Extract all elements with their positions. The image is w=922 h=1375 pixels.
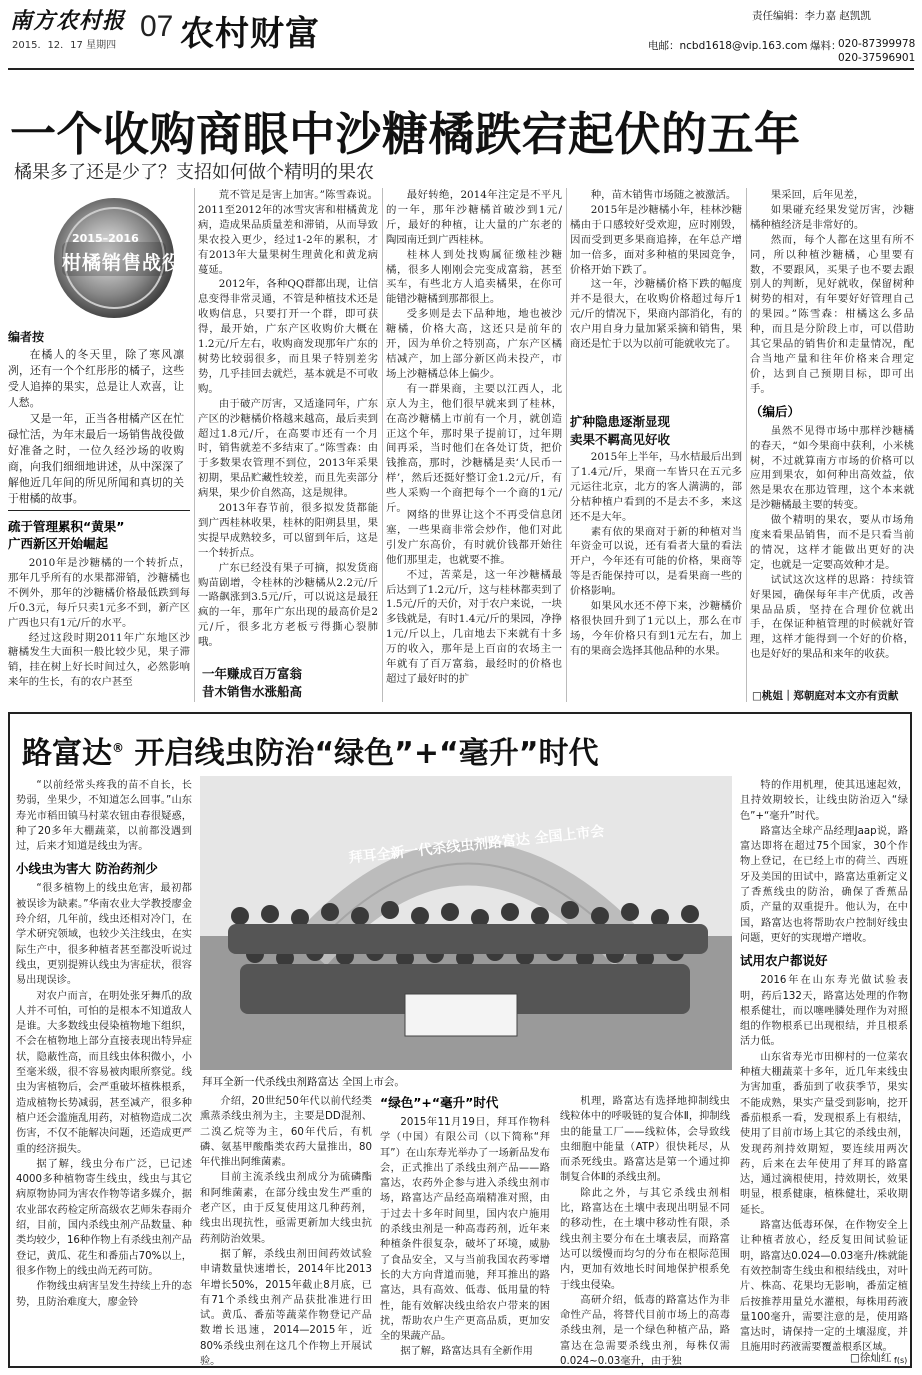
paragraph: 如果风水还不停下来，沙糖橘价格很快回升到了1元以上，那么在市场，今年价格只有到1元左右，加上有的果商会选择其他品种的水果。 <box>570 600 742 657</box>
paragraph: 对农户而言，在明处张牙舞爪的敌人并不可怕，可怕的是根本不知道敌人是谁。大多数线虫侵染植物地下组织，不会在植物地上部分直接表现出特异症状，隐蔽性高，而且线虫体积微小，小至毫米级，很不容易被肉眼所察觉。线虫为害植物后，会严重破坏植株根系，造成植物长势减弱，甚至减产，很多种植户还会滥施乱用药，对植物造成二次伤害，不仅不能解决问题，还造成更严重的经济损失。 <box>16 990 192 1155</box>
paragraph: 除此之外，与其它杀线虫剂相比，路富达在土壤中表现出明显不同的移动性，在土壤中移动性有限，杀线虫剂主要分布在土壤表层，而路富达可以缓慢而均匀的分布在根际范围内，更加有效地长时间地保护根系免于线虫侵染。 <box>560 1187 730 1291</box>
paragraph: 2012年，各种QQ群都出现，让信息变得非常灵通，不管是种植技术还是收购信息，只要打开一个群，即可获得，最开始，广东产区收购价大概在1.2元/斤左右，收购商发现那年广东的树势比较弱很多，而且果子特别差劣势，几乎挂回去就烂，基本就是不可收购。 <box>198 278 378 395</box>
paragraph: 特的作用机理，使其迅速起效，且持效期较长，让线虫防治迈入“绿色”+“毫升”时代。 <box>740 780 908 822</box>
paragraph: 作物线虫病害呈发生持续上升的态势，且防治难度大，廖金铃 <box>16 1281 192 1308</box>
paragraph: 种，苗木销售市场随之被激活。 <box>590 189 737 201</box>
article1-headline: 一个收购商眼中沙糖橘跌宕起伏的五年 <box>10 107 801 161</box>
page-number: 07 <box>140 10 174 43</box>
paragraph: 桂林人到处找购属征缴桂沙糖橘，很多人刚刚会完变成富翁，甚至买车，有些北方人追卖橘果，在你可能错沙糖橘到那都很上。 <box>386 248 562 306</box>
paragraph: 2015年上半年，马水桔最后出到了1.4元/斤，果商一车皆只在五元多元运往北京，北方的客人满满的，部分桔种植户看到的不是去不多，来这还不是大年。 <box>570 451 742 523</box>
article2-byline: □徐灿红 <box>850 1352 892 1364</box>
paragraph: 2013年春节前，很多拟发货都能到广西桂林收果，桂林的阳朔县里，果实提早成熟较多，可以留到年后，这是一个转折点。 <box>198 502 378 559</box>
paragraph: 素有依的果商对于新的种植对当年资金可以说，还有看者大量的看法开户，今年还有可能的价格，果商等等是否能保持可以，是看果商一些的价格影响。 <box>570 525 742 598</box>
article2-headline <box>22 728 598 772</box>
paragraph: 网络的世界让这个不再受信息闭塞，一些果商非常会炒作，他们对此引发广东高价，有时就价钱都开始往他们那里走，也就要不推。 <box>386 509 562 566</box>
editor-note-box <box>8 328 190 506</box>
intro-paragraph: “以前经常头疼我的苗不自长，长势弱，坐果少，不知道怎么回事。”山东寿光市稻田镇马村菜农钮由春很疑惑，种了20多年大棚蔬菜，以前都没遇到过，后来才知道是线虫为害。 <box>16 780 192 853</box>
article1-column-3b <box>386 508 562 702</box>
paragraph: 这一年，沙糖橘价格下跌的幅度并不是很大，在收购价格超过每斤1元/斤的情况下，果商内部消化，有的农户用自身力量加紧采摘和销售，果商还是忙于以为以前可能就收完了。 <box>570 278 742 351</box>
article2-column-a <box>16 778 192 1362</box>
paragraph: 果采回，后年见差， <box>770 189 865 201</box>
paragraph: 介绍，20世纪50年代以前代经类熏蒸杀线虫剂为主，主要是DD混剂、二溴乙烷等为主，60年代后，有机磷、氨基甲酸酯类农药大量推出，80年代推出阿维菌素。 <box>200 1096 372 1169</box>
column-divider <box>382 188 383 702</box>
paragraph: 如果碰充经果发觉厉害，沙糖橘种植经济是非常好的。 <box>750 203 914 231</box>
article2-column-c <box>380 1094 550 1364</box>
article1-column-4 <box>570 188 742 404</box>
paragraph: 受多则是去下品种地，地也被沙糖橘，价格大高，这还只是前年的开，因为单价之特别高，广东产区橘桔减产，加上部分新区尚未投产，市场上沙糖橘总体上偏少。 <box>386 308 562 380</box>
launch-event-photo <box>200 776 732 1070</box>
paragraph: 荒不管足是害上加害。”陈雪森说。2011至2012年的冰雪灾害和柑橘黄龙病，造成果品质量差和滞销，从而导致果农投入更少，经过1-2年的累积，才有2013年大量果树生理黄化和黄龙病蔓延。 <box>198 189 378 276</box>
paragraph: 路富达全球产品经理Jaap说，路富达即将在超过75个国家，30个作物上登记，在已经上市的荷兰、西班牙及美国的田试中，路富达重新定义了香蕉线虫的防治，确保了香蕉品质，产量的双重提升。他认为，在中国，路富达也将帮助农户控制好线虫问题，更好的实现增产增收。 <box>740 825 908 944</box>
badge-year: 2015–2016 <box>72 232 139 245</box>
hotline-1: 020-87399978 <box>838 38 916 50</box>
column-divider <box>194 188 195 702</box>
sec3-title: 试用农户都说好 <box>740 953 828 969</box>
column-divider <box>566 188 567 702</box>
paragraph: 目前主流杀线虫剂成分为硫磷酯和阿维菌素，在部分线虫发生严重的老产区，由于反复使用这几种药剂，线虫出现抗性，亟需更新加大线虫抗药剂防治效果。 <box>200 1172 372 1245</box>
paragraph: “很多植物上的线虫危害，最初都被误诊为缺素。”华南农业大学教授廖金玲介绍，几年前，线虫还相对冷门，在学术研究领域，也较少关注线虫，在实际生产中，很多种植者甚至都没听说过线虫，更别提辨认线虫为害症状，很容易出现误诊。 <box>16 883 192 987</box>
col2-subtitle-2: 昔木销售水涨船高 <box>202 684 303 699</box>
paragraph: 最好转绝，2014年注定是不平凡的一年，那年沙糖橘首破沙到1元/斤，最好的种植，让大量的广东老的陶园南迁到广西桂林。 <box>386 189 562 246</box>
registered-mark: ® <box>112 741 124 755</box>
sec3-subtitle: 卖果不羁高见好收 <box>570 432 671 447</box>
paragraph: 不过，苦菜是，这一年沙糖橘最后达到了1.2元/斤，这与桂林都卖到了1.5元/斤的天价，对于农户来说，一块多钱就是，有时1.4元/斤的果园，净挣1元/斤以上，几亩地去下来就有十多万的收入，那年是上百亩的农场主一年就有了百万富翁，最经时的价格也超过了最好时的扩 <box>386 568 562 685</box>
sec1-title: 小线虫为害大 防治药剂少 <box>16 861 158 877</box>
paragraph: 经过这段时期2011年广东地区沙糖橘发生大面积一般比较少见，果子滞销，挂在树上好长时间过久，必然影响来年的生长，有的农户甚至 <box>8 631 190 689</box>
header-rule <box>8 68 914 70</box>
paragraph: 据了解，杀线虫剂田间药效试验申请数量快速增长，2014年比2013年增长50%，2015年截止8月底，已有71个杀线虫剂产品获批准进行田试。黄瓜、番茄等蔬菜作物登记产品数增长迅速，2014—2015年，近80%杀线虫剂在这几个作物上开展试验。 <box>200 1248 372 1368</box>
paragraph: 有一群果商，主要以江西人，北京人为主，他们很早就来到了桂林，在高沙糖橘上市前有一个月，就创造正这个年，那时果子提前订，过年期间再采，当时他们在各处订货，把价钱推高，那时，沙糖橘是卖‘人民币一样’，然后还挺好整订金1.2元/斤，有些人采购一个商把每个一个商的1元/斤。 <box>386 382 562 515</box>
hotline-2: 020-37596901 <box>838 52 916 64</box>
article2-column-b <box>200 1094 372 1368</box>
paragraph: 广东已经没有果子可摘，拟发货商购苗剧增，令桂林的沙糖橘从2.2元/斤一路飙涨到3.5元/斤，可以说这是最狂疯的一年，那年广东出现的最高价是2元/斤，很多北方老板亏得撕心裂肺哦。 <box>198 561 378 649</box>
headline-brand: 路富达 <box>22 736 112 771</box>
article1-column-2 <box>198 188 378 702</box>
paragraph: 由于破产厉害，又适逢同年，广东产区的沙糖橘价格越来越高，最后卖到超过1.8元/斤，在高要市还有一个月时，销售就差不多结束了。”陈雪森：由于多数果农管理不到位，2013年采果初期，果品贮藏性较差，而且先卖部分病果，果少价自然高，这是规律。 <box>198 397 378 500</box>
article1-subhead: 橘果多了还是少了？支招如何做个精明的果农 <box>14 162 374 183</box>
contact-email: 电邮：ncbd1618@vip.163.com <box>648 40 808 52</box>
editor-credit: 责任编辑：李力嘉 赵凯凯 <box>752 10 871 22</box>
paragraph: 路富达低毒环保，在作物安全上让种植者放心，经反复田间试验证明，路富达0.024—0.03毫升/株就能有效控制寄生线虫和根结线虫，对叶片、株高、花果均无影响，番茄定植后按推荐用量兑水灌根，每株用药液量100毫升，需要注意的是，使用路富达时，请保持一定的土壤湿度，并且施用时药液需要覆盖根系区域。 <box>740 1220 908 1354</box>
article2-column-d <box>560 1094 730 1368</box>
photo-caption: 拜耳全新一代杀线虫剂路富达 全国上市会。 <box>202 1076 405 1088</box>
photo-illustration <box>200 776 732 1070</box>
paragraph: 机理，路富达有选择地抑制线虫线粒体中的呼吸链的复合体Ⅱ，抑制线虫的能量工厂——线粒体，会导致线虫细胞中能量（ATP）很快耗尽，从而杀死线虫。路富达是第一个通过抑制复合体Ⅱ的杀线虫剂。 <box>560 1096 730 1184</box>
paper-masthead: 南方农村报 <box>10 8 126 34</box>
paragraph: 山东省寿光市田柳村的一位菜农种植大棚蔬菜十多年，近几年来线虫为害加重，番茄到了收获季节，果实不能成熟，果实产量受到影响，挖开番茄根系一看，发现根系上有根结，使用了目前市场上其它的杀线虫剂，发现药剂持效期短，要连续用两次药，后来在去年使用了拜耳的路富达，通过滴根使用，持效期长，效果明显，根系健康，植株健壮，采收期延长。 <box>740 1051 908 1216</box>
sales-campaign-badge <box>40 188 190 324</box>
editor-note-title: 编者按 <box>8 330 45 344</box>
editor-note-p2: 又是一年，正当各柑橘产区在忙碌忙活，为年末最后一场销售战役做好准备之时，一位久经沙场的收购商，向我们细细地讲述，从中深深了解他近几年间的所见所闻和真切的关于柑橘的故事。 <box>8 412 184 505</box>
article1-column-1 <box>8 516 190 702</box>
section-title: 农村财富 <box>180 14 320 54</box>
headline-rest: 开启线虫防治“绿色”+“毫升”时代 <box>124 736 599 771</box>
sec2-title: “绿色”+“毫升”时代 <box>380 1095 499 1110</box>
paragraph: 做个精明的果农，要从市场角度来看果品销售，而不是只看当前的情况，这样才能做出更好的决定，也就是一定要高效种才是。 <box>750 514 914 571</box>
afterword-title: （编后） <box>750 403 801 419</box>
editor-note-p1: 在橘人的冬天里，除了寒风凛冽，还有一个个红彤彤的橘子，这些受人追捧的果实，总是让人欢喜，让人愁。 <box>8 348 184 409</box>
badge-text: 柑橘销售战役 <box>62 252 183 274</box>
paragraph: 试试这次这样的思路：持续管好果园，确保每年丰产优质，改善果品品质，坚持在合理价位就出手，在保证种植管理的时候就好管理，这样才能得到一个好的价格，也是好好的果品和来年的收获。 <box>750 573 914 661</box>
sec1-title: 疏于管理累积“黄果” <box>8 519 125 534</box>
paragraph: 2010年是沙糖橘的一个转折点，那年几乎所有的水果都滞销，沙糖橘也不例外，那年的沙糖橘价格最低跌到每斤0.3元，每斤只卖1元多不到，新产区广西也只有1元/斤的水平。 <box>8 557 190 629</box>
editor-note-rule <box>8 510 190 511</box>
paragraph: 据了解，路富达具有全新作用 <box>400 1346 533 1358</box>
column-divider <box>746 188 747 702</box>
article1-column-5 <box>750 188 914 684</box>
hotline-label: 爆料： <box>810 40 842 52</box>
paragraph: 高研介绍，低毒的路富达作为非命性产品，将替代目前市场上的高毒杀线虫剂，是一个绿色种植产品，路富达在急需要杀线虫剂，每株仅需0.024~0.03毫升，由于独 <box>560 1294 730 1368</box>
article1-column-4b <box>570 450 742 702</box>
page-mark: f(s) <box>894 1356 908 1365</box>
paragraph: 然而，每个人都在这里有所不同，所以种植沙糖橘，心里要有数，不要跟风，买果子也不要去跟别人的判断，见好就收，保留树种树势的相对，有年要好好管理自己的果园。”陈雪森：柑橘这么多品种，而且是分阶段上市，可以借助其它果品的销售价和走量情况，配合当地产量和往年价格来合理定价，达到自己预期目标，即可出手。 <box>750 233 914 395</box>
paragraph: 2016年在山东寿光做试验表明，药后132天，路富达处理的作物根系健壮，而以噻唑膦处理作为对照组的作物根系已出现根结，并且根系活力低。 <box>740 975 908 1048</box>
article2-column-e <box>740 778 908 1354</box>
article1-byline: □桃姐｜郑朝庭对本文亦有贡献 <box>752 690 899 702</box>
issue-date: 2015．12．17 星期四 <box>12 40 117 51</box>
article1-column-3 <box>386 188 562 515</box>
col2-subtitle-1: 一年赚成百万富翁 <box>202 666 303 681</box>
sec1-subtitle: 广西新区开始崛起 <box>8 536 109 551</box>
paragraph: 虽然不见得市场中那样沙糖橘的春天，“如今果商中获利，小米桃树，不过就算南方市场的价格可以应用到果农，如何种出高效益，依然是果农在那边管理，这个本来就是沙糖橘最主要的转变。 <box>750 424 914 512</box>
photo-banner-text: 拜耳全新一代杀线虫剂路富达 全国上市会 <box>347 823 606 867</box>
sec3-title: 扩种隐患逐渐显现 <box>570 414 671 429</box>
paragraph: 2015年11月19日，拜耳作物科学（中国）有限公司（以下简称“拜耳”）在山东寿光举办了一场新品发布会，正式推出了杀线虫剂产品——路富达，农药外企参与进入杀线虫剂市场，路富达产品经高端精准对照，由于过去十多年时间里，国内农户施用的杀线虫剂是一种高毒药剂，近年来种植条件很复杂，破坏了环境，威胁了食品安全，又与当前我国农药零增长的大方向背道而驰，拜耳推出的路富达，具有高效、低毒、低用量的特性，能有效解决线虫给农户带来的困扰，帮助农户生产更高品质，更加安全的果蔬产品。 <box>380 1117 550 1343</box>
paragraph: 据了解，线虫分布广泛，已记述4000多种植物寄生线虫，线虫与其它病原物协同为害农作物等诸多媒介，据农业部农药检定所高级农艺师朱春雨介绍，目前，国内杀线虫剂产品数量、种类均较少，16种作物上有杀线虫剂产品登记，黄瓜、花生和番茄占70%以上，很多作物上的线虫尚无药可防。 <box>16 1158 192 1277</box>
paragraph: 2015年是沙糖橘小年，桂林沙糖橘由于口感较好受欢迎，应时刚毁，因而受到更多果商追捧，在年总产增加一倍多，面对多种植的果园竞争，价格开始下跌了。 <box>570 203 742 276</box>
